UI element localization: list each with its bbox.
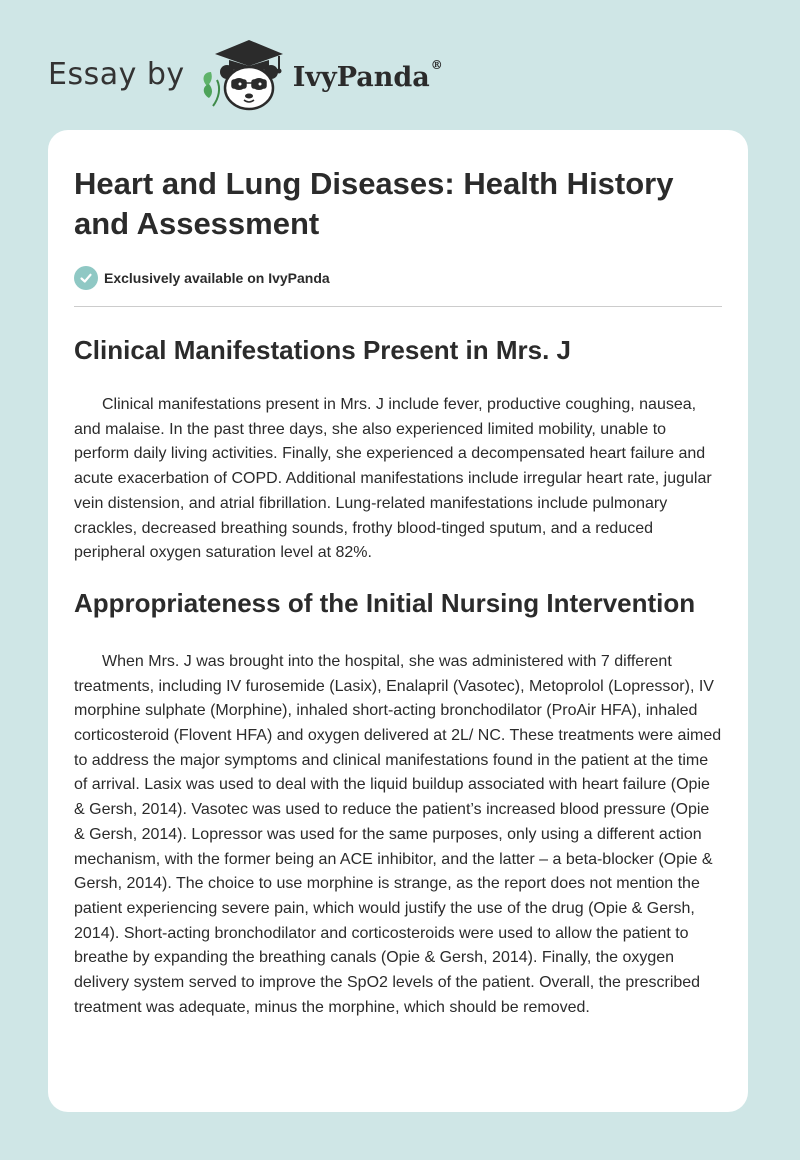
essay-by-label: Essay by [48,56,185,92]
check-circle-icon [74,266,98,290]
registered-mark: ® [430,57,443,72]
section-heading-nursing-intervention: Appropriateness of the Initial Nursing Intervention [74,587,696,618]
exclusive-badge [74,266,722,290]
title-divider [74,306,722,307]
article-title: Heart and Lung Diseases: Health History and Assessment [74,166,674,241]
site-header [48,36,443,112]
ivy-leaf-icon [203,72,219,106]
exclusive-badge-label: Exclusively available on IvyPanda [104,270,330,286]
brand-name-text: IvyPanda [292,61,430,93]
section-paragraph-clinical-manifestations: Clinical manifestations present in Mrs. J include fever, productive coughing, nausea, and malaise. In the past three days, she also experienced limited mobility, unable to perform daily living activities. Finally, she experienced a decompensated heart failure and acute exacerbation of COPD. Additional manifestations include irregular heart rate, jugular vein distension, and atrial fibrillation. Lung-related manifestations include pulmonary crackles, decreased breathing sounds, frothy blood-tinged sputum, and a reduced peripheral oxygen saturation level at 82%. [74,396,712,562]
panda-logo-icon[interactable] [199,36,287,112]
section-heading-clinical-manifestations: Clinical Manifestations Present in Mrs. J [74,335,572,365]
article-card [48,130,748,1112]
brand-name[interactable] [292,57,443,93]
panda-head-icon [220,65,278,109]
section-paragraph-nursing-intervention: When Mrs. J was brought into the hospital, she was administered with 7 different treatments, including IV furosemide (Lasix), Enalapril (Vasotec), Metoprolol (Lopressor), IV morphine sulphate (Morphine), inhaled short-acting bronchodilator (ProAir HFA), inhaled corticosteroid (Flovent HFA) and oxygen delivered at 2L/ NC. These treatments were aimed to address the major symptoms and clinical manifestations found in the patient at the time of arrival. Lasix was used to deal with the liquid buildup associated with heart failure (Opie & Gersh, 2014). Vasotec was used to reduce the patient’s increased blood pressure (Opie & Gersh, 2014). Lopressor was used for the same purposes, only using a different action mechanism, with the former being an ACE inhibitor, and the latter – a beta-blocker (Opie & Gersh, 2014). The choice to use morphine is strange, as the report does not mention the patient experiencing severe pain, which would justify the use of the drug (Opie & Gersh, 2014). Short-acting bronchodilator and corticosteroids were used to allow the patient to breathe by expanding the breathing canals (Opie & Gersh, 2014). Finally, the oxygen delivery system served to improve the SpO2 levels of the patient. Overall, the prescribed treatment was adequate, minus the morphine, which should be removed. [74,652,722,1016]
